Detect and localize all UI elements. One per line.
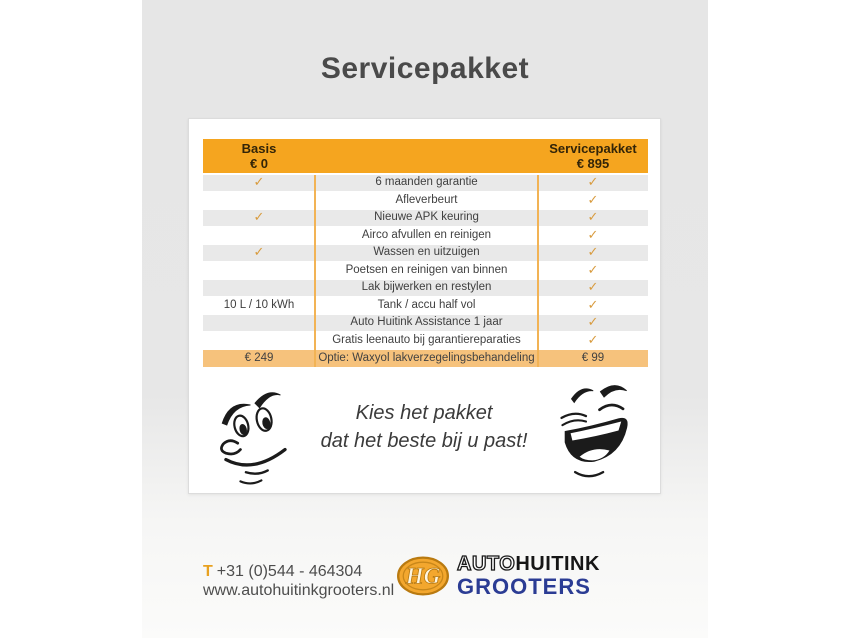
service-cell — [538, 209, 648, 227]
website-line: www.autohuitinkgrooters.nl — [203, 582, 395, 599]
row-label: Auto Huitink Assistance 1 jaar — [350, 316, 503, 328]
svg-text:HG: HG — [405, 563, 441, 589]
logo-auto: AUTO — [457, 553, 516, 575]
row-label: Tank / accu half vol — [377, 298, 476, 311]
check-icon: ✓ — [587, 191, 599, 207]
table-row — [203, 210, 648, 226]
table-row — [203, 245, 648, 261]
header-basis — [203, 141, 315, 171]
smiley-laughing-icon — [547, 379, 643, 483]
basis-cell — [203, 174, 315, 192]
logo-grooters: GROOTERS — [457, 574, 591, 599]
option-basis-price: € 249 — [244, 352, 274, 364]
check-icon: ✓ — [587, 174, 599, 189]
basis-cell — [203, 244, 315, 262]
table-row — [203, 333, 648, 349]
table-row — [203, 263, 648, 279]
tagline-line2: dat het beste bij u past! — [320, 430, 528, 452]
table-header — [203, 139, 648, 173]
column-divider-left — [314, 175, 316, 367]
check-icon: ✓ — [587, 314, 599, 329]
logo-huitink: HUITINK — [515, 553, 600, 575]
logo-line1 — [457, 554, 600, 574]
check-icon: ✓ — [253, 174, 265, 189]
table-body — [203, 175, 648, 367]
row-label: Wassen en uitzuigen — [373, 246, 480, 258]
check-icon: ✓ — [587, 226, 599, 242]
logo-text — [457, 554, 600, 598]
row-label: Nieuwe APK keuring — [374, 211, 479, 223]
phone-number: +31 (0)544 - 464304 — [216, 563, 363, 580]
phone-prefix: T — [203, 563, 213, 580]
check-icon: ✓ — [253, 209, 265, 224]
check-icon: ✓ — [587, 261, 599, 277]
service-cell — [538, 262, 648, 280]
header-servicepakket — [538, 141, 648, 171]
row-label: 6 maanden garantie — [375, 176, 478, 188]
check-icon: ✓ — [587, 279, 599, 294]
header-basis-label: Basis — [241, 141, 277, 156]
hg-monogram-icon — [395, 553, 451, 599]
comparison-table — [203, 139, 648, 367]
table-row — [203, 193, 648, 209]
service-cell — [538, 332, 648, 350]
option-row — [203, 350, 648, 367]
row-label: Airco afvullen en reinigen — [361, 228, 492, 241]
header-servicepakket-price: € 895 — [576, 156, 610, 171]
service-cell — [538, 192, 648, 210]
phone-line — [203, 562, 394, 581]
service-package-card — [188, 118, 661, 494]
column-divider-right — [537, 175, 539, 367]
dealer-logo — [395, 553, 600, 599]
service-cell — [538, 297, 648, 315]
header-basis-price: € 0 — [249, 156, 269, 171]
basis-cell — [203, 209, 315, 227]
row-label: Lak bijwerken en restylen — [361, 281, 492, 293]
service-cell — [538, 244, 648, 262]
contact-info — [203, 562, 394, 600]
row-label: Gratis leenauto bij garantiereparaties — [332, 333, 521, 346]
table-rows — [203, 175, 648, 348]
service-cell — [538, 279, 648, 297]
table-row — [203, 175, 648, 191]
option-label: Optie: Waxyol lakverzegelingsbehandeling — [318, 352, 535, 364]
table-row — [203, 280, 648, 296]
table-row — [203, 228, 648, 244]
header-servicepakket-label: Servicepakket — [549, 141, 637, 156]
service-cell — [538, 314, 648, 332]
check-icon: ✓ — [587, 244, 599, 259]
option-service-price: € 99 — [581, 352, 605, 364]
service-cell — [538, 174, 648, 192]
table-row — [203, 298, 648, 314]
check-icon: ✓ — [253, 244, 265, 259]
tagline-line1: Kies het pakket — [355, 402, 493, 424]
service-cell — [538, 227, 648, 245]
tagline-section — [189, 377, 662, 487]
tagline-text — [299, 399, 549, 455]
basis-cell: 10 L / 10 kWh — [223, 298, 295, 311]
row-label: Afleverbeurt — [395, 193, 458, 206]
check-icon: ✓ — [587, 331, 599, 347]
page-title: Servicepakket — [320, 52, 530, 85]
check-icon: ✓ — [587, 296, 599, 312]
row-label: Poetsen en reinigen van binnen — [345, 263, 508, 276]
check-icon: ✓ — [587, 209, 599, 224]
table-row — [203, 315, 648, 331]
smiley-happy-icon — [207, 385, 303, 485]
